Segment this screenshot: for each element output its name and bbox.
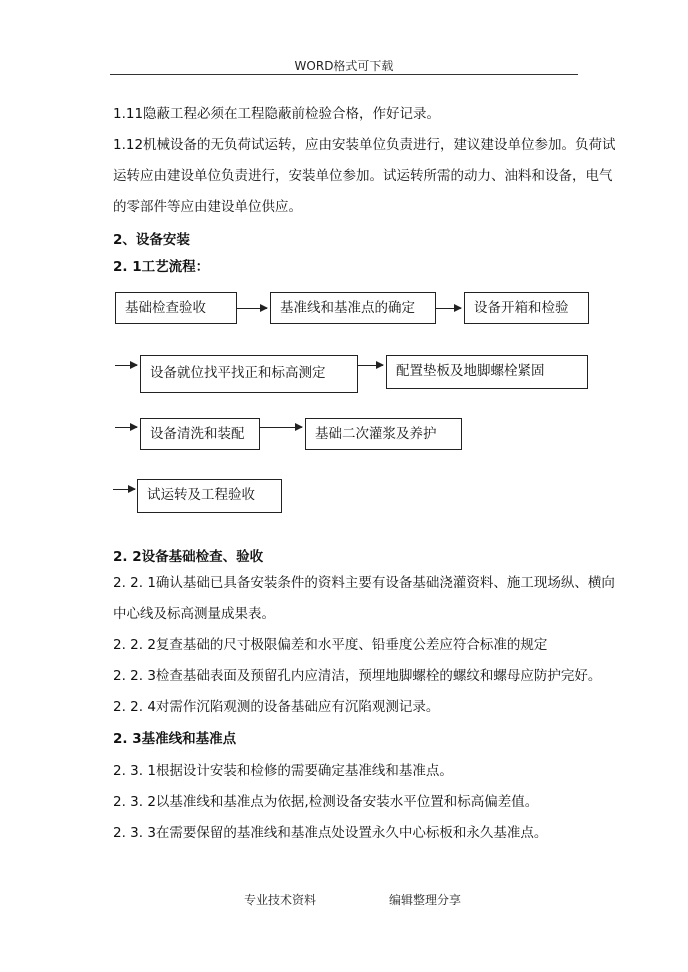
item-2-2-2: 2. 2. 2复查基础的尺寸极限偏差和水平度、铅垂度公差应符合标准的规定 (113, 637, 548, 653)
paragraph-1-11: 1.11隐蔽工程必须在工程隐蔽前检验合格，作好记录。 (113, 106, 441, 122)
paragraph-1-12-line-1: 1.12机械设备的无负荷试运转，应由安装单位负责进行，建议建设单位参加。负荷试 (113, 137, 616, 153)
flow-step-2: 基准线和基准点的确定 (270, 292, 436, 324)
flow-arrow-1 (237, 308, 267, 309)
flow-step-5: 配置垫板及地脚螺栓紧固 (386, 355, 588, 389)
section-heading-2-2: 2. 2设备基础检查、验收 (113, 549, 264, 565)
footer-left: 专业技术资料 (244, 893, 317, 907)
header-rule (110, 74, 578, 75)
flow-arrow-4 (358, 365, 383, 366)
item-2-3-2: 2. 3. 2以基准线和基准点为依据,检测设备安装水平位置和标高偏差值。 (113, 794, 539, 810)
flow-step-7: 基础二次灌浆及养护 (305, 418, 462, 450)
item-2-2-1-line-1: 2. 2. 1确认基础已具备安装条件的资料主要有设备基础浇灌资料、施工现场纵、横向 (113, 575, 615, 591)
flow-arrow-6 (260, 427, 302, 428)
item-2-2-3: 2. 2. 3检查基础表面及预留孔内应清洁，预埋地脚螺栓的螺纹和螺母应防护完好。 (113, 668, 602, 684)
flow-step-3: 设备开箱和检验 (464, 292, 589, 324)
paragraph-1-12-line-2: 运转应由建设单位负责进行，安装单位参加。试运转所需的动力、油料和设备，电气 (113, 168, 613, 184)
flow-arrow-2 (436, 308, 461, 309)
section-heading-2: 2、设备安装 (113, 232, 190, 248)
flow-step-6: 设备清洗和装配 (140, 418, 260, 450)
flow-arrow-3 (115, 365, 137, 366)
flow-step-1: 基础检查验收 (115, 292, 237, 324)
flow-step-4: 设备就位找平找正和标高测定 (140, 355, 358, 393)
paragraph-1-12-line-3: 的零部件等应由建设单位供应。 (113, 199, 302, 215)
page-header: WORD格式可下载 (294, 59, 394, 73)
section-heading-2-1: 2. 1工艺流程： (113, 259, 210, 275)
flow-arrow-5 (115, 427, 137, 428)
section-heading-2-3: 2. 3基准线和基准点 (113, 731, 237, 747)
item-2-3-1: 2. 3. 1根据设计安装和检修的需要确定基准线和基准点。 (113, 763, 453, 779)
item-2-2-4: 2. 2. 4对需作沉陷观测的设备基础应有沉陷观测记录。 (113, 699, 440, 715)
item-2-2-1-line-2: 中心线及标高测量成果表。 (113, 606, 275, 622)
flow-arrow-7 (113, 489, 135, 490)
flow-step-8: 试运转及工程验收 (137, 479, 282, 513)
footer-right: 编辑整理分享 (389, 893, 462, 907)
item-2-3-3: 2. 3. 3在需要保留的基准线和基准点处设置永久中心标板和永久基准点。 (113, 825, 548, 841)
